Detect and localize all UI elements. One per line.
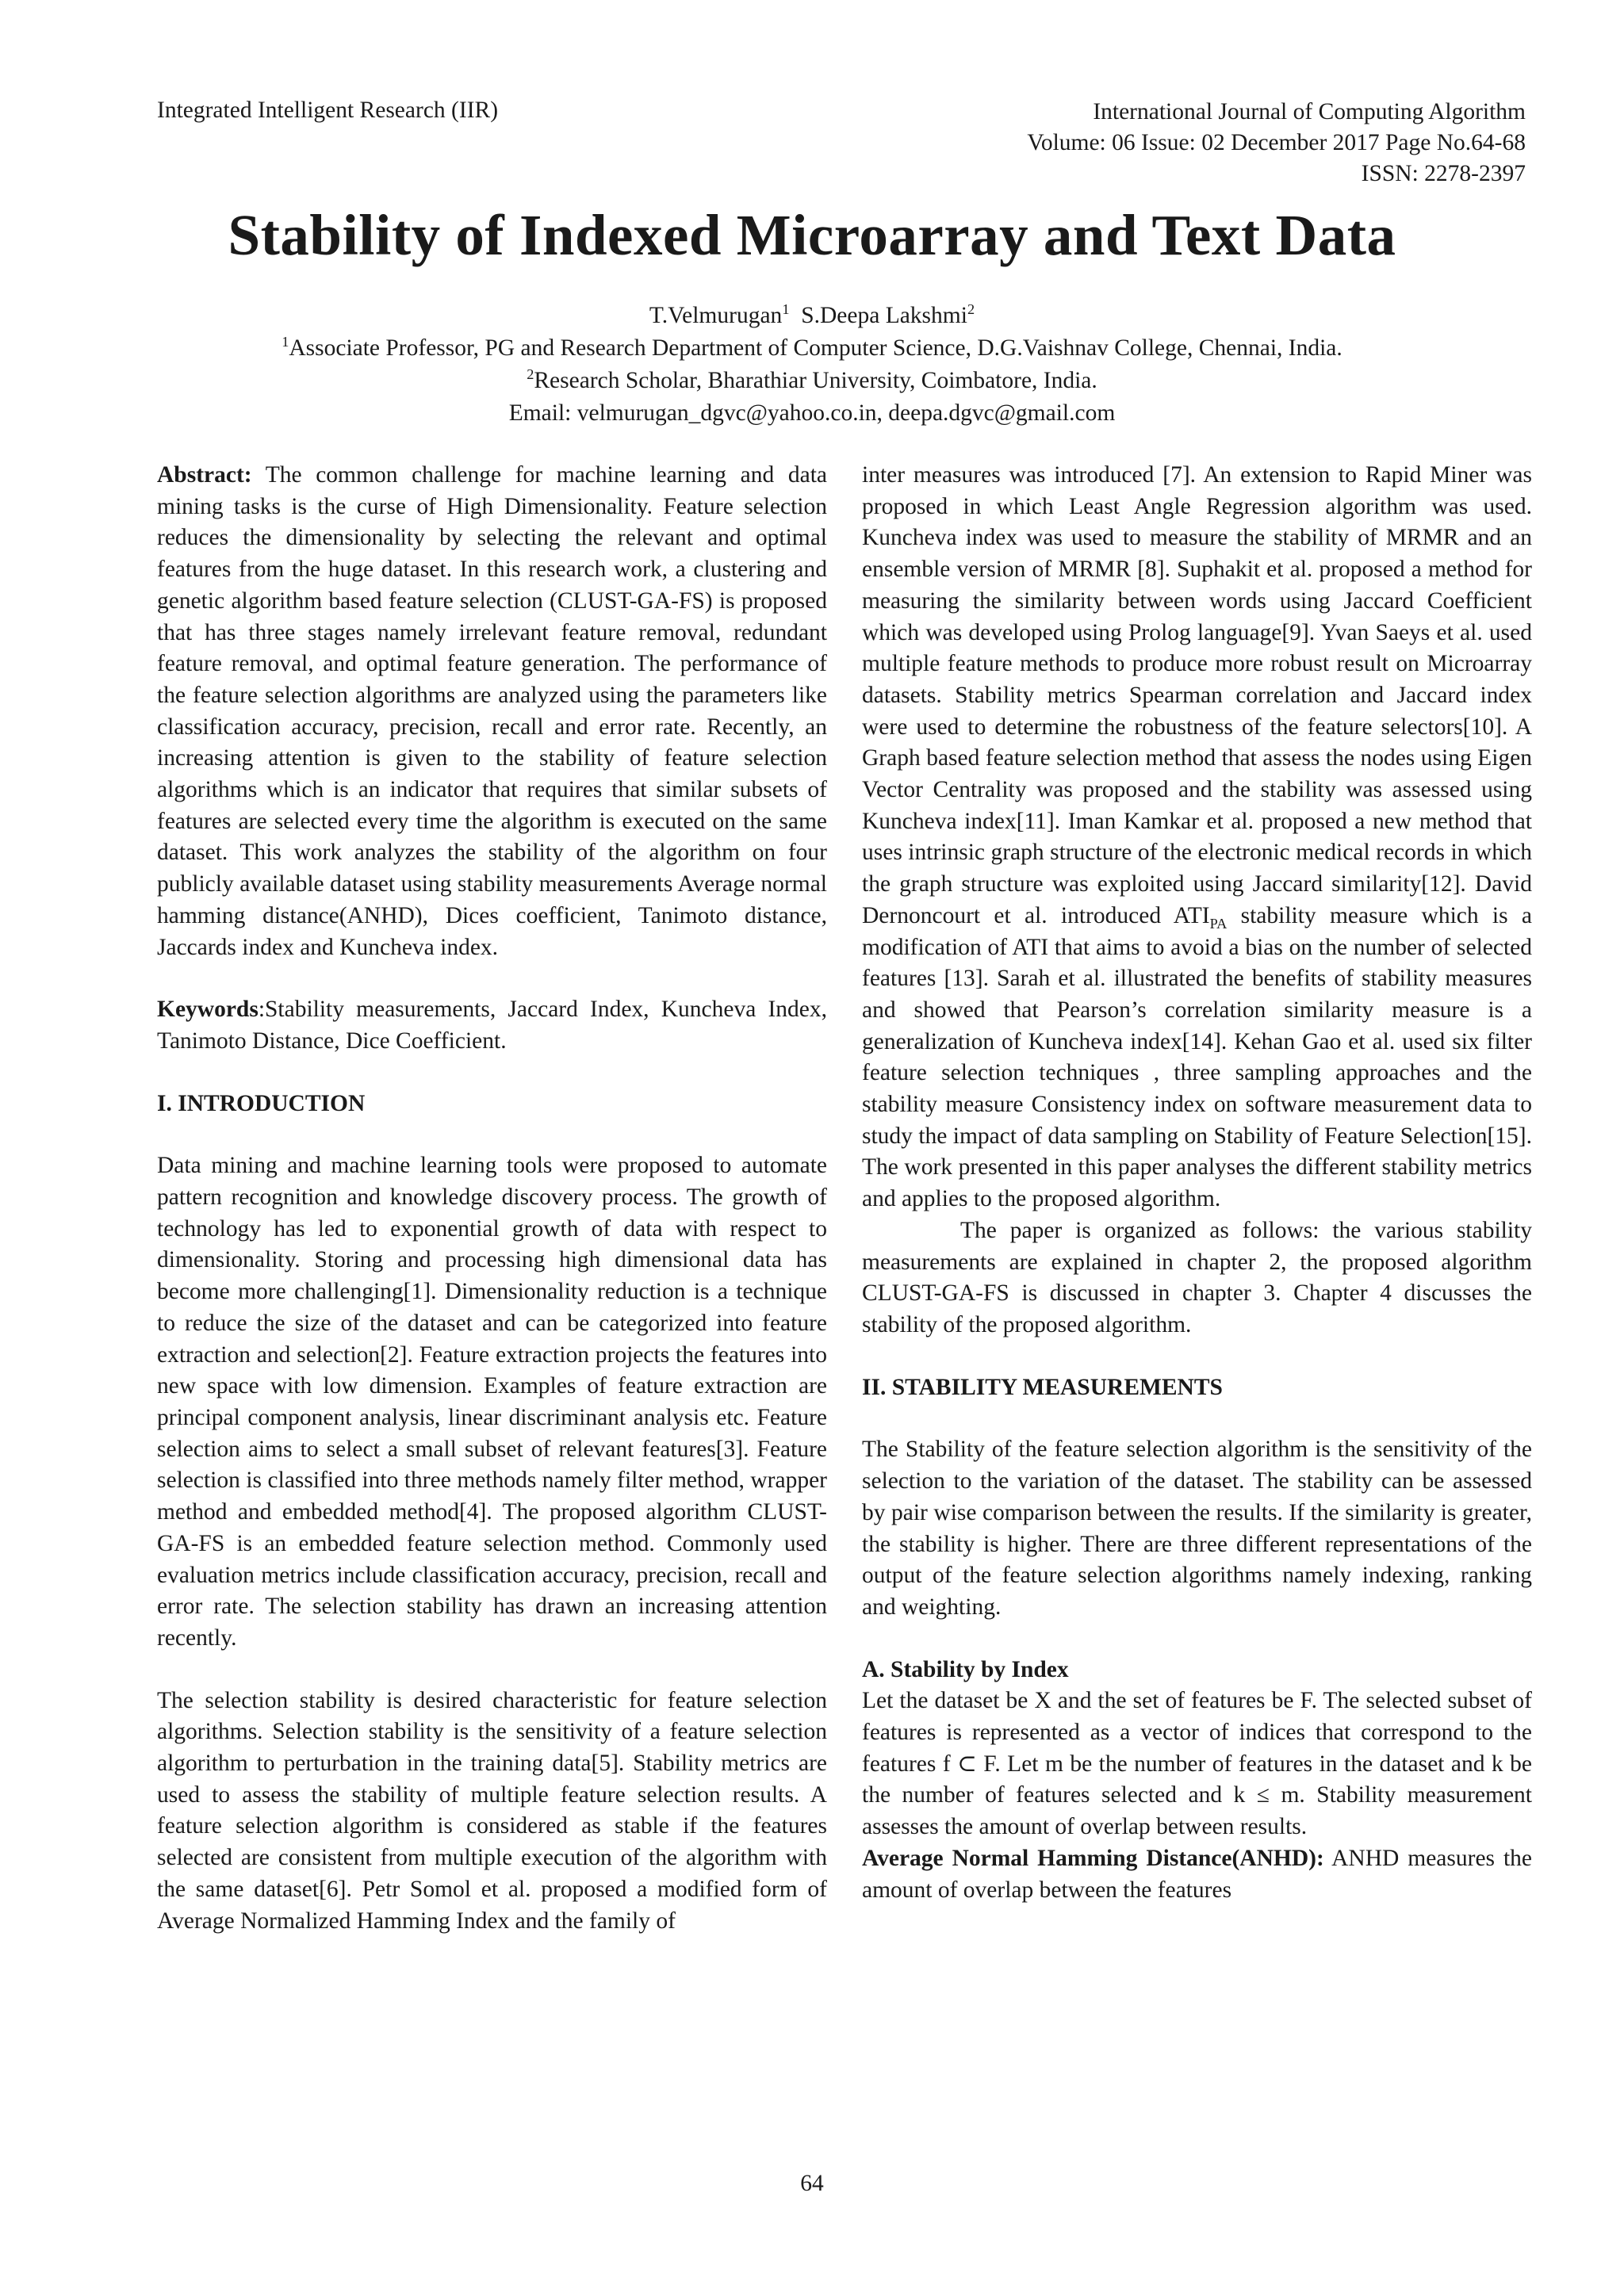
- author-2: S.Deepa Lakshmi: [801, 303, 967, 328]
- keywords-text: :Stability measurements, Jaccard Index, Kuncheva Index, Tanimoto Distance, Dice Coefficient.: [157, 997, 827, 1054]
- intro-paragraph-1: Data mining and machine learning tools were proposed to automate pattern recognition and knowledge discovery process. The growth of technology has led to exponential growth of data with respect to dimensionality. Storing and processing high dimensional data has become more challenging[1]. Dimensionality reduction is a technique to reduce the size of the dataset and can be categorized into feature extraction and selection[2]. Feature extraction projects the features into new space with low dimension. Examples of feature extraction are principal component analysis, linear discriminant analysis etc. Feature selection aims to select a small subset of relevant features[3]. Feature selection is classified into three methods namely filter method, wrapper method and embedded method[4]. The proposed algorithm CLUST-GA-FS is an embedded feature selection method. Commonly used evaluation metrics include classification accuracy, precision, recall and error rate. The selection stability has drawn an increasing attention recently.: [157, 1153, 827, 1651]
- subsection-heading-index: A. Stability by Index: [862, 1656, 1069, 1682]
- anhd-paragraph: [862, 1843, 1532, 1906]
- keywords-label: Keywords: [157, 997, 259, 1023]
- stability-paragraph-1: The Stability of the feature selection algorithm is the sensitivity of the selection to the variation of the dataset. The stability can be assessed by pair wise comparison between the results. If the similarity is greater, the stability is higher. There are three different representations of the output of the feature selection algorithms namely indexing, ranking and weighting.: [862, 1437, 1532, 1620]
- section-heading-stability: II. STABILITY MEASUREMENTS: [862, 1374, 1223, 1400]
- author-line: [0, 300, 1624, 332]
- journal-issn: ISSN: 2278-2397: [1361, 161, 1526, 186]
- anhd-text: ANHD measures the amount of overlap between the features: [862, 1845, 1532, 1903]
- abstract-text: The common challenge for machine learning and data mining tasks is the curse of High Dimensionality. Feature selection reduces the dimensionality by selecting the relevant and optimal features from the huge dataset. In this research work, a clustering and genetic algorithm based feature selection (CLUST-GA-FS) is proposed that has three stages namely irrelevant feature removal, redundant feature removal, and optimal feature generation. The performance of the feature selection algorithms are analyzed using the parameters like classification accuracy, precision, recall and error rate. Recently, an increasing attention is given to the stability of feature selection algorithms which is an indicator that requires that similar subsets of features are selected every time the algorithm is executed on the same dataset. This work analyzes the stability of the algorithm on four publicly available dataset using stability measurements Average normal hamming distance(ANHD), Dices coefficient, Tanimoto distance, Jaccards index and Kuncheva index.: [157, 462, 827, 960]
- intro-paragraph-2: The selection stability is desired characteristic for feature selection algorithms. Selection stability is the sensitivity of a feature selection algorithm to perturbation in the training data[5]. Stability metrics are used to assess the stability of multiple feature selection results. A feature selection algorithm is considered as stable if the features selected are consistent from multiple execution of the algorithm with the same dataset[6]. Petr Somol et al. proposed a modified form of Average Normalized Hamming Index and the family of: [157, 1687, 827, 1934]
- affiliation-2: $^2$Research Scholar, Bharathiar University, Coimbatore, India.: [527, 366, 1097, 393]
- paper-title: Stability of Indexed Microarray and Text Data: [228, 203, 1396, 267]
- keywords: [157, 994, 827, 1057]
- author-1-sup: 1: [782, 301, 790, 318]
- intro-paragraph-3: inter measures was introduced [7]. An extension to Rapid Miner was proposed in which Least Angle Regression algorithm was used. Kuncheva index was used to measure the stability of MRMR and an ensemble version of MRMR [8]. Suphakit et al. proposed a method for measuring the similarity between words using Jaccard Coefficient which was developed using Prolog language[9]. Yvan Saeys et al. used multiple feature methods to produce more robust result on Microarray datasets. Stability metrics Spearman correlation and Jaccard index were used to determine the robustness of the feature selectors[10]. A Graph based feature selection method that assess the nodes using Eigen Vector Centrality was proposed and the stability was assessed using Kuncheva index[11]. Iman Kamkar et al. proposed a new method that uses intrinsic graph structure of the electronic medical records in which the graph structure was exploited using Jaccard similarity[12]. David Dernoncourt et al. introduced $ATI_{PA}$ stability measure which is a modification of ATI that aims to avoid a bias on the number of selected features [13]. Sarah et al. illustrated the benefits of stability measures and showed that Pearson’s correlation similarity measure is a generalization of Kuncheva index[14]. Kehan Gao et al. used six filter feature selection techniques , three sampling approaches and the stability measure Consistency index on software measurement data to study the impact of data sampling on Stability of Feature Selection[15]. The work presented in this paper analyses the different stability metrics and applies to the proposed algorithm.: [862, 462, 1532, 1212]
- author-1: T.Velmurugan: [649, 303, 783, 328]
- running-header-right: [1027, 97, 1526, 189]
- running-header-left: Integrated Intelligent Research (IIR): [157, 98, 499, 123]
- affiliation-1: $^1$Associate Professor, PG and Research Department of Computer Science, D.G.Vaishnav College, Chennai, India.: [282, 334, 1342, 361]
- abstract: [157, 460, 827, 963]
- page-number: 64: [800, 2171, 824, 2196]
- anhd-label: Average Normal Hamming Distance(ANHD):: [862, 1845, 1324, 1871]
- stability-paragraph-2: Let the dataset be X and the set of features be F. The selected subset of features is represented as a vector of indices that correspond to the features f ⊂ F. Let m be the number of features in the dataset and k be the number of features selected and k ≤ m. Stability measurement assesses the amount of overlap between results.: [862, 1688, 1532, 1840]
- section-heading-introduction: I. INTRODUCTION: [157, 1090, 366, 1116]
- right-column: [862, 460, 1532, 1906]
- intro-paragraph-4: The paper is organized as follows: the various stability measurements are explained in chapter 2, the proposed algorithm CLUST-GA-FS is discussed in chapter 3. Chapter 4 discusses the stability of the proposed algorithm.: [862, 1217, 1532, 1337]
- journal-volume: Volume: 06 Issue: 02 December 2017 Page No.64-68: [1027, 130, 1526, 155]
- email-line: Email: velmurugan_dgvc@yahoo.co.in, deepa.dgvc@gmail.com: [508, 400, 1116, 426]
- author-block: [0, 300, 1624, 430]
- left-column: [157, 460, 827, 1937]
- journal-name: International Journal of Computing Algorithm: [1093, 99, 1526, 124]
- abstract-label: Abstract:: [157, 462, 252, 488]
- author-2-sup: 2: [967, 301, 975, 318]
